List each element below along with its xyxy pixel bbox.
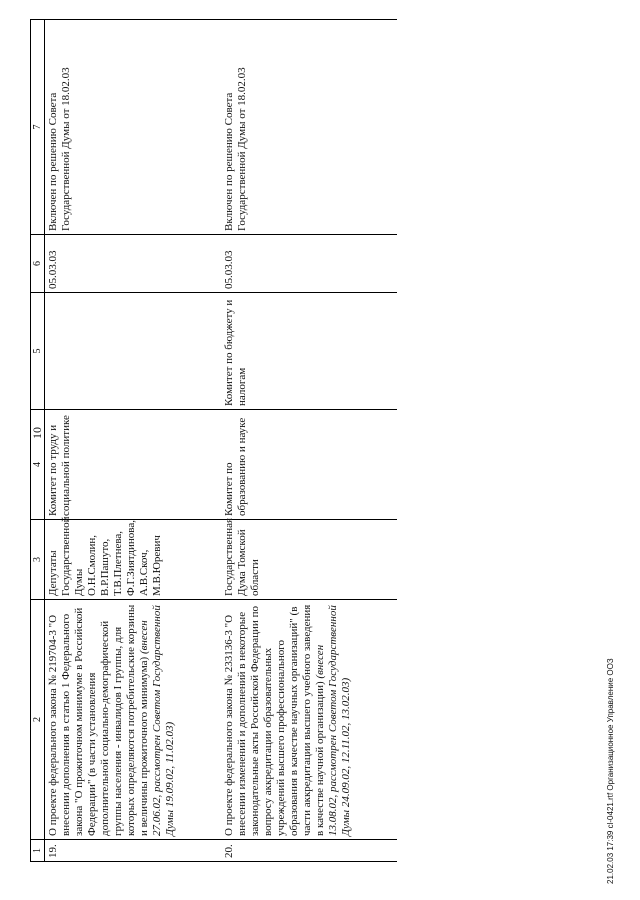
bill-initiator: Депутаты Государственной Думы О.Н.Смолин, В.Р.Пашуто, Т.В.Плетнева, Ф.Г.Зиятдинова, А.В.Скоч, М.В.Юревич: [45, 520, 221, 600]
co-committee: Комитет по бюджету и налогам: [221, 293, 397, 410]
bill-description: [221, 600, 397, 840]
column-number: 7: [31, 20, 45, 235]
responsible-committee: Комитет по труду и социальной политике: [45, 410, 221, 520]
bill-initiator: Государственная Дума Томской области: [221, 520, 397, 600]
bill-title: О проекте федерального закона № 233136-3 "О внесении изменений и дополнений в некоторые законодательные акты Российской Федерации по вопросу аккредитации образовательных учреждений высшего профессионального образования в качестве научных организаций" (в части аккредитации высшего учебного заведения в качестве научной организации): [222, 604, 326, 836]
review-date: 05.03.03: [45, 235, 221, 293]
agenda-table-rotated: [30, 20, 352, 862]
table-row: [221, 20, 397, 862]
column-number: 5: [31, 293, 45, 410]
column-number: 1: [31, 840, 45, 862]
page-number: 10: [30, 427, 44, 439]
table-row: [45, 20, 221, 862]
column-number: 2: [31, 600, 45, 840]
responsible-committee: Комитет по образованию и науке: [221, 410, 397, 520]
column-number: 6: [31, 235, 45, 293]
bill-title: О проекте федерального закона № 219704-3 "О внесении дополнения в статью 1 Федерального закона "О прожиточном минимуме в Российской Федерации" (в части установления дополнительной социально-демографической группы населения - инвалидов I группы, для которых определяются потребительские корзины и величины прожиточного минимума): [47, 604, 150, 836]
column-number-row: [31, 20, 45, 862]
bill-status: (внесен 13.08.02, рассмотрен Советом Государственной Думы 24.09.02, 12.11.02, 13.02.03): [313, 605, 352, 836]
row-number: 19.: [45, 840, 221, 862]
co-committee: [45, 293, 221, 410]
row-note: Включен по решению Совета Государственной Думы от 18.02.03: [221, 20, 397, 235]
bill-status: (внесен 27.06.02, рассмотрен Советом Государственной Думы 19.09.02, 11.02.03): [138, 605, 176, 836]
review-date: 05.03.03: [221, 235, 397, 293]
column-number: 3: [31, 520, 45, 600]
bill-description: [45, 600, 221, 840]
row-number: 20.: [221, 840, 397, 862]
row-note: Включен по решению Совета Государственной Думы от 18.02.03: [45, 20, 221, 235]
column-number: 4: [31, 410, 45, 520]
footer-print-stamp: 21.02.03 17:39 cl-0421.rtf Организационное Управление ООЗ: [606, 658, 615, 884]
agenda-table: [30, 19, 397, 862]
